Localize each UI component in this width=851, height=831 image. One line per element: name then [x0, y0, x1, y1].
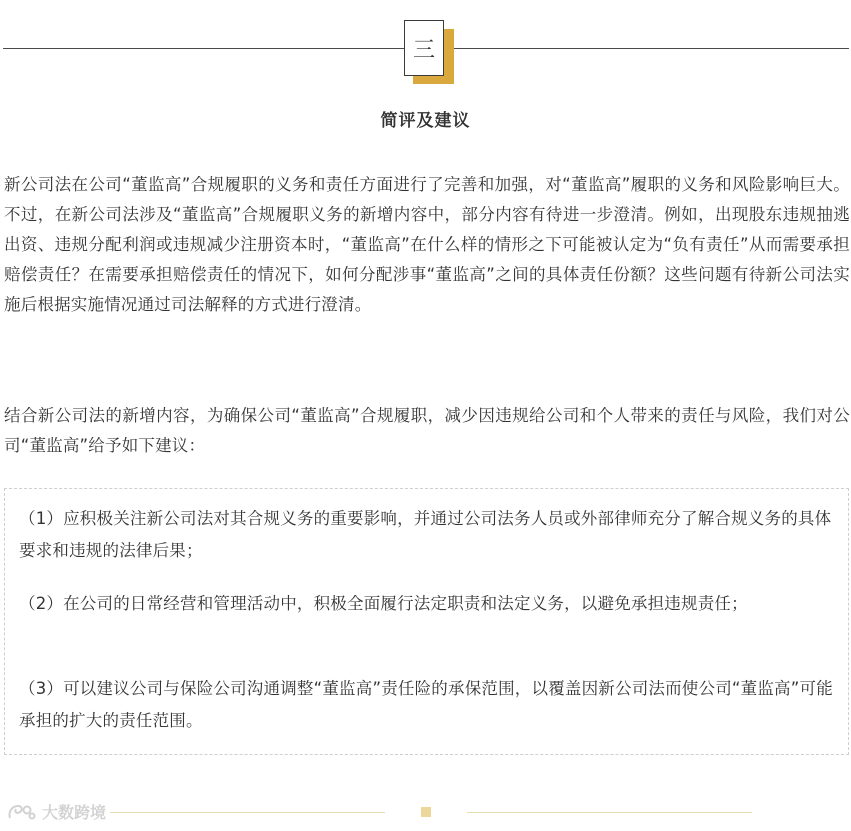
- body-paragraph-intro: 结合新公司法的新增内容，为确保公司“董监高”合规履职，减少因违规给公司和个人带来的责任与风险，我们对公司“董监高”给予如下建议：: [4, 406, 850, 455]
- suggestion-box: [4, 488, 849, 755]
- footer-line-left: [110, 812, 385, 813]
- footer-line-right: [467, 812, 752, 813]
- watermark-logo-icon: [6, 802, 36, 822]
- watermark: [6, 800, 106, 823]
- footer-dot: [421, 807, 431, 817]
- section-number: 三: [412, 37, 435, 63]
- watermark-text: 大数跨境: [42, 803, 107, 822]
- section-header: [0, 0, 851, 90]
- suggestion-item: （2）在公司的日常经营和管理活动中，积极全面履行法定职责和法定义务，以避免承担违规责任；: [19, 594, 748, 613]
- body-paragraph-analysis: 新公司法在公司“董监高”合规履职的义务和责任方面进行了完善和加强，对“董监高”履职的义务和风险影响巨大。不过，在新公司法涉及“董监高”合规履职义务的新增内容中，部分内容有待进一步澄清。例如，出现股东违规抽逃出资、违规分配利润或违规减少注册资本时，“董监高”在什么样的情形之下可能被认定为“负有责任”从而需要承担赔偿责任？在需要承担赔偿责任的情况下，如何分配涉事“董监高”之间的具体责任份额？这些问题有待新公司法实施后根据实施情况通过司法解释的方式进行澄清。: [4, 175, 850, 314]
- footer-divider: [0, 790, 851, 831]
- section-title: 简评及建议: [380, 111, 471, 131]
- suggestion-item: （3）可以建议公司与保险公司沟通调整“董监高”责任险的承保范围，以覆盖因新公司法而使公司“董监高”可能承担的扩大的责任范围。: [19, 679, 833, 730]
- section-number-box: [404, 20, 444, 76]
- suggestion-item: （1）应积极关注新公司法对其合规义务的重要影响，并通过公司法务人员或外部律师充分了解合规义务的具体要求和违规的法律后果；: [19, 509, 832, 560]
